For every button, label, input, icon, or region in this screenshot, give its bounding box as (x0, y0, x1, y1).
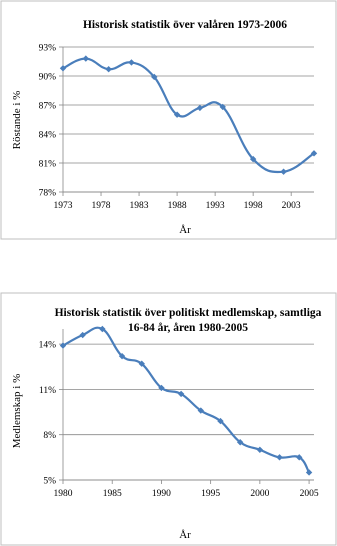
membership-x-tick-label: 1995 (201, 489, 221, 499)
membership-chart-title-line-1: Historisk statistik över politiskt medlemskap, samtliga (54, 307, 322, 319)
turnout-chart (0, 0, 337, 240)
turnout-y-tick-label: 84% (38, 130, 56, 141)
membership-y-tick-label: 8% (43, 431, 56, 442)
membership-x-tick-label: 2005 (299, 489, 319, 499)
turnout-chart-title: Historisk statistik över valåren 1973-2006 (82, 19, 288, 31)
turnout-x-tick-label: 2003 (281, 201, 301, 211)
turnout-x-tick-label: 1978 (91, 201, 111, 211)
membership-x-tick-label: 2000 (250, 489, 270, 499)
turnout-x-tick-label: 1988 (167, 201, 187, 211)
turnout-y-tick-label: 81% (38, 159, 56, 170)
membership-chart (0, 292, 337, 546)
membership-chart-svg (0, 292, 337, 546)
turnout-y-tick-label: 93% (38, 43, 56, 54)
membership-x-tick-label: 1990 (151, 489, 171, 499)
turnout-x-tick-label: 1998 (243, 201, 263, 211)
membership-y-tick-label: 14% (38, 340, 56, 351)
turnout-y-tick-label: 90% (38, 72, 56, 83)
membership-y-tick-label: 11% (38, 385, 56, 396)
membership-x-tick-label: 1985 (102, 489, 122, 499)
membership-x-axis-label: År (179, 529, 191, 541)
membership-y-tick-label: 5% (43, 476, 56, 487)
turnout-x-tick-label: 1993 (205, 201, 225, 211)
membership-chart-title-line-2: 16-84 år, åren 1980-2005 (127, 322, 249, 334)
turnout-y-tick-label: 78% (38, 188, 56, 199)
turnout-x-tick-label: 1973 (53, 201, 73, 211)
turnout-chart-svg (0, 0, 337, 240)
membership-y-axis-label: Medlemskap i % (11, 373, 23, 449)
turnout-y-axis-label: Röstande i % (11, 90, 23, 150)
turnout-x-axis-label: År (179, 224, 191, 236)
turnout-x-tick-label: 1983 (129, 201, 149, 211)
turnout-y-tick-label: 87% (38, 101, 56, 112)
membership-x-tick-label: 1980 (53, 489, 73, 499)
